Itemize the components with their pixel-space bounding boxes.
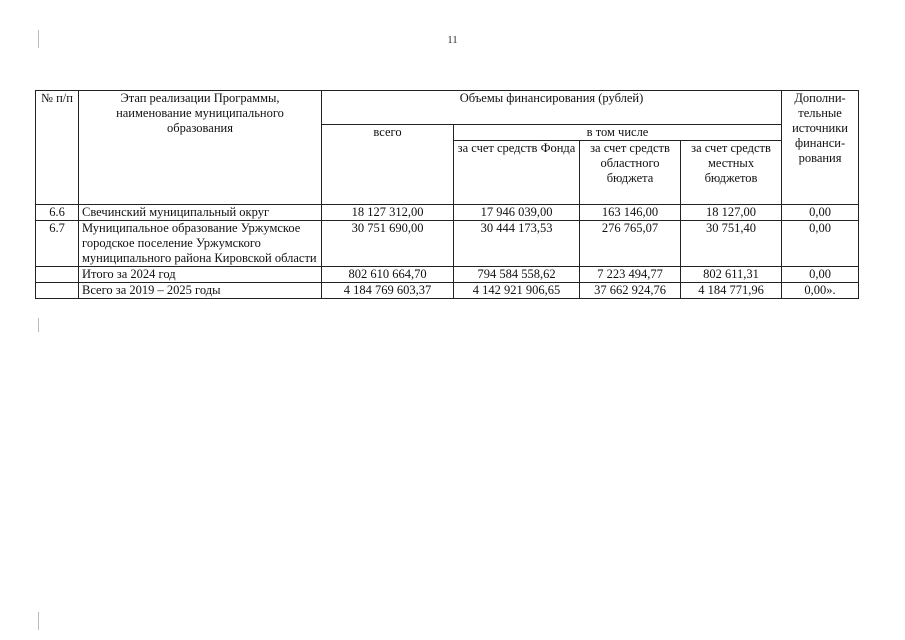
header-regional: за счет средств областного бюджета: [580, 141, 681, 205]
row-total: 30 751 690,00: [322, 221, 454, 267]
scan-mark: [38, 30, 39, 48]
row-regional: 7 223 494,77: [580, 267, 681, 283]
header-including: в том числе: [454, 125, 782, 141]
header-num: № п/п: [36, 91, 79, 205]
scan-mark: [38, 612, 39, 630]
header-total: всего: [322, 125, 454, 205]
row-total: 18 127 312,00: [322, 205, 454, 221]
row-local: 30 751,40: [681, 221, 782, 267]
row-local: 4 184 771,96: [681, 283, 782, 299]
table-row: [36, 221, 859, 267]
table-row: [36, 283, 859, 299]
header-local: за счет средств местных бюджетов: [681, 141, 782, 205]
table-row: [36, 267, 859, 283]
table-row: [36, 205, 859, 221]
row-fund: 30 444 173,53: [454, 221, 580, 267]
row-local: 18 127,00: [681, 205, 782, 221]
row-additional: 0,00: [782, 205, 859, 221]
row-regional: 37 662 924,76: [580, 283, 681, 299]
row-additional: 0,00».: [782, 283, 859, 299]
row-num: 6.7: [36, 221, 79, 267]
row-name: Свечинский муниципальный округ: [79, 205, 322, 221]
row-regional: 276 765,07: [580, 221, 681, 267]
row-name: Итого за 2024 год: [79, 267, 322, 283]
row-num: [36, 267, 79, 283]
row-name: Муниципальное образование Уржумское городское поселение Уржумского муниципального района Кировской области: [79, 221, 322, 267]
row-fund: 794 584 558,62: [454, 267, 580, 283]
header-fund: за счет средств Фонда: [454, 141, 580, 205]
row-num: 6.6: [36, 205, 79, 221]
row-name: Всего за 2019 – 2025 годы: [79, 283, 322, 299]
row-additional: 0,00: [782, 267, 859, 283]
header-funding-title: Объемы финансирования (рублей): [322, 91, 782, 125]
row-total: 802 610 664,70: [322, 267, 454, 283]
row-fund: 17 946 039,00: [454, 205, 580, 221]
scan-mark: [38, 318, 39, 332]
row-regional: 163 146,00: [580, 205, 681, 221]
header-additional: Дополни-тельные источники финанси-рования: [782, 91, 859, 205]
page-number: 11: [447, 34, 458, 46]
row-local: 802 611,31: [681, 267, 782, 283]
row-additional: 0,00: [782, 221, 859, 267]
row-num: [36, 283, 79, 299]
header-stage: Этап реализации Программы, наименование муниципального образования: [79, 91, 322, 205]
row-total: 4 184 769 603,37: [322, 283, 454, 299]
row-fund: 4 142 921 906,65: [454, 283, 580, 299]
financing-table: [35, 90, 859, 299]
